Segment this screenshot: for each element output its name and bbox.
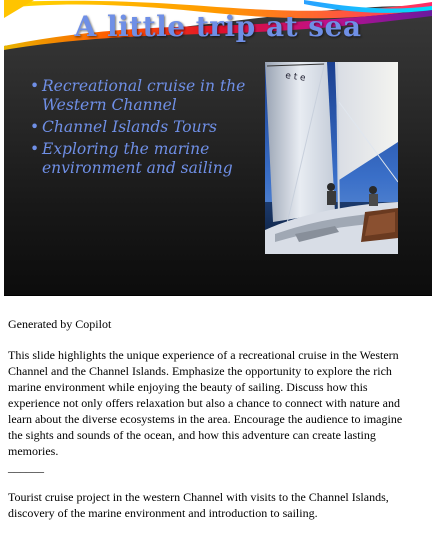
slide-title: A little trip at sea [74, 10, 362, 43]
sailboat-photo [265, 62, 398, 254]
bullet-text: Exploring the marine environment and sailing [42, 140, 233, 177]
notes-description: Tourist cruise project in the western Channel with visits to the Channel Islands, discovery of the marine environment and introduction to sailing. [8, 490, 389, 520]
bullet-text: Recreational cruise in the Western Channel [42, 77, 246, 114]
bullet-item [30, 77, 255, 115]
bullet-list [30, 77, 255, 181]
notes-separator: ______ [8, 460, 44, 474]
bullet-dot-icon: • [30, 118, 40, 136]
bullet-item [30, 140, 255, 178]
generated-label: Generated by Copilot [8, 317, 112, 331]
speaker-notes[interactable] [8, 316, 408, 521]
bullet-text: Channel Islands Tours [42, 118, 217, 136]
bullet-item [30, 118, 255, 137]
svg-text:e t e: e t e [284, 71, 307, 84]
bullet-dot-icon: • [30, 77, 40, 95]
notes-body: This slide highlights the unique experience of a recreational cruise in the Western Channel and the Channel Islands. Emphasize the opportunity to explore the rich marine environment while enjoying the beauty of sailing. Discuss how this experience not only offers relaxation but also a chance to connect with nature and learn about the diverse ecosystems in the area. Encourage the audience to imagine the sights and sounds of the ocean, and how this adventure can create lasting memories. [8, 348, 403, 458]
slide-preview[interactable] [4, 0, 432, 296]
bullet-dot-icon: • [30, 140, 40, 158]
